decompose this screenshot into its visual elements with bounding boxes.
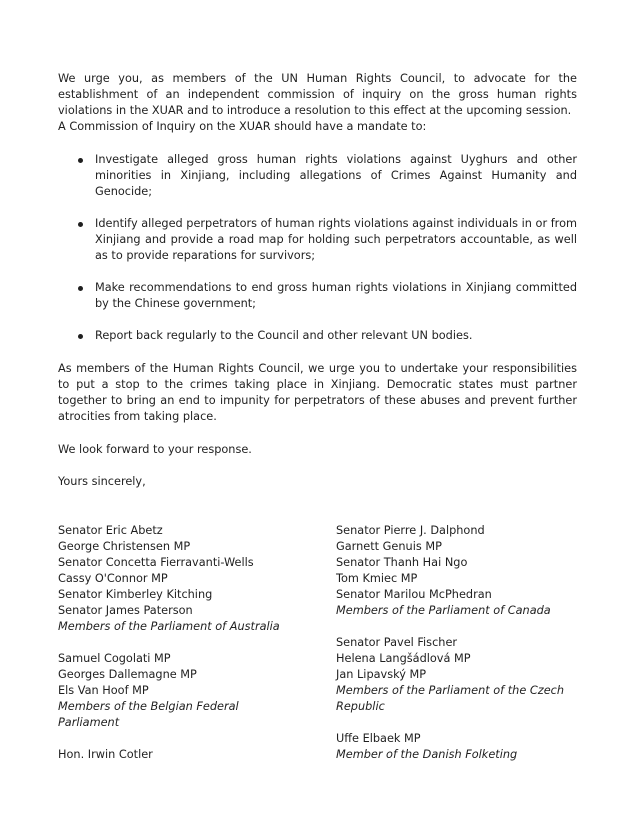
signatory-name: Senator Marilou McPhedran bbox=[336, 588, 492, 601]
signatory-name: Jan Lipavský MP bbox=[336, 668, 427, 681]
bullet-icon bbox=[78, 286, 83, 291]
bullet-icon bbox=[78, 158, 83, 163]
mandate-item: Identify alleged perpetrators of human rights violations against individuals in or from Xinjiang and provide a road map for holding such perpetrators accountable, as well as to provide reparations for survivors; bbox=[58, 216, 577, 264]
signatory-name: Garnett Genuis MP bbox=[336, 540, 442, 553]
sign-off: Yours sincerely, bbox=[58, 475, 146, 488]
signatory-name: Tom Kmiec MP bbox=[336, 572, 418, 585]
signatory-name: Senator Pavel Fischer bbox=[336, 636, 458, 649]
signatory-affiliation: Members of the Parliament of the Czech Republic bbox=[336, 684, 565, 713]
signatory-name: Senator James Paterson bbox=[58, 604, 193, 617]
signatory-name: Senator Concetta Fierravanti-Wells bbox=[58, 556, 254, 569]
bullet-icon bbox=[78, 222, 83, 227]
closing-paragraph: As members of the Human Rights Council, we urge you to undertake your responsibilities to put a stop to the crimes taking place in Xinjiang. Democratic states must partner together to bring an end to impunity for perpetrators of these abuses and prevent further atrocities from taking place. bbox=[58, 362, 577, 423]
signatory-group-australia bbox=[58, 523, 318, 635]
signatory-name: Senator Thanh Hai Ngo bbox=[336, 556, 468, 569]
signatory-group-canada bbox=[336, 523, 596, 619]
mandate-item: Report back regularly to the Council and other relevant UN bodies. bbox=[58, 328, 577, 344]
signatory-name: Cassy O'Connor MP bbox=[58, 572, 168, 585]
signatory-name: Senator Kimberley Kitching bbox=[58, 588, 213, 601]
signatory-group-cotler bbox=[58, 747, 318, 763]
intro-text: We urge you, as members of the UN Human Rights Council, to advocate for the establishment of an independent commission of inquiry on the gross human rights violations in the XUAR and to introduce a resolution to this effect at the upcoming session. bbox=[58, 72, 577, 117]
signatory-name: Uffe Elbaek MP bbox=[336, 732, 421, 745]
signatory-name: Hon. Irwin Cotler bbox=[58, 748, 153, 761]
signatory-group-denmark bbox=[336, 731, 596, 763]
signatory-name: Senator Pierre J. Dalphond bbox=[336, 524, 485, 537]
signatory-group-czech bbox=[336, 635, 596, 715]
signatories-left-column bbox=[58, 523, 318, 779]
signatories-right-column bbox=[336, 523, 596, 779]
signatory-group-belgium bbox=[58, 651, 318, 731]
signatory-affiliation: Member of the Danish Folketing bbox=[336, 748, 518, 761]
signatory-name: George Christensen MP bbox=[58, 540, 191, 553]
signatory-name: Helena Langšádlová MP bbox=[336, 652, 471, 665]
signatory-affiliation: Members of the Parliament of Australia bbox=[58, 620, 280, 633]
signatory-name: Georges Dallemagne MP bbox=[58, 668, 197, 681]
intro-paragraph bbox=[58, 71, 577, 135]
look-forward-line: We look forward to your response. bbox=[58, 443, 252, 456]
signatory-name: Els Van Hoof MP bbox=[58, 684, 149, 697]
signatory-affiliation: Members of the Belgian Federal Parliament bbox=[58, 700, 239, 729]
intro-mandate-lead: A Commission of Inquiry on the XUAR should have a mandate to: bbox=[58, 120, 427, 133]
mandate-item: Investigate alleged gross human rights violations against Uyghurs and other minorities in Xinjiang, including allegations of Crimes Against Humanity and Genocide; bbox=[58, 152, 577, 200]
signatory-affiliation: Members of the Parliament of Canada bbox=[336, 604, 551, 617]
mandate-list bbox=[58, 152, 577, 360]
signatory-name: Samuel Cogolati MP bbox=[58, 652, 171, 665]
mandate-item: Make recommendations to end gross human rights violations in Xinjiang committed by the Chinese government; bbox=[58, 280, 577, 312]
bullet-icon bbox=[78, 334, 83, 339]
signatory-name: Senator Eric Abetz bbox=[58, 524, 163, 537]
